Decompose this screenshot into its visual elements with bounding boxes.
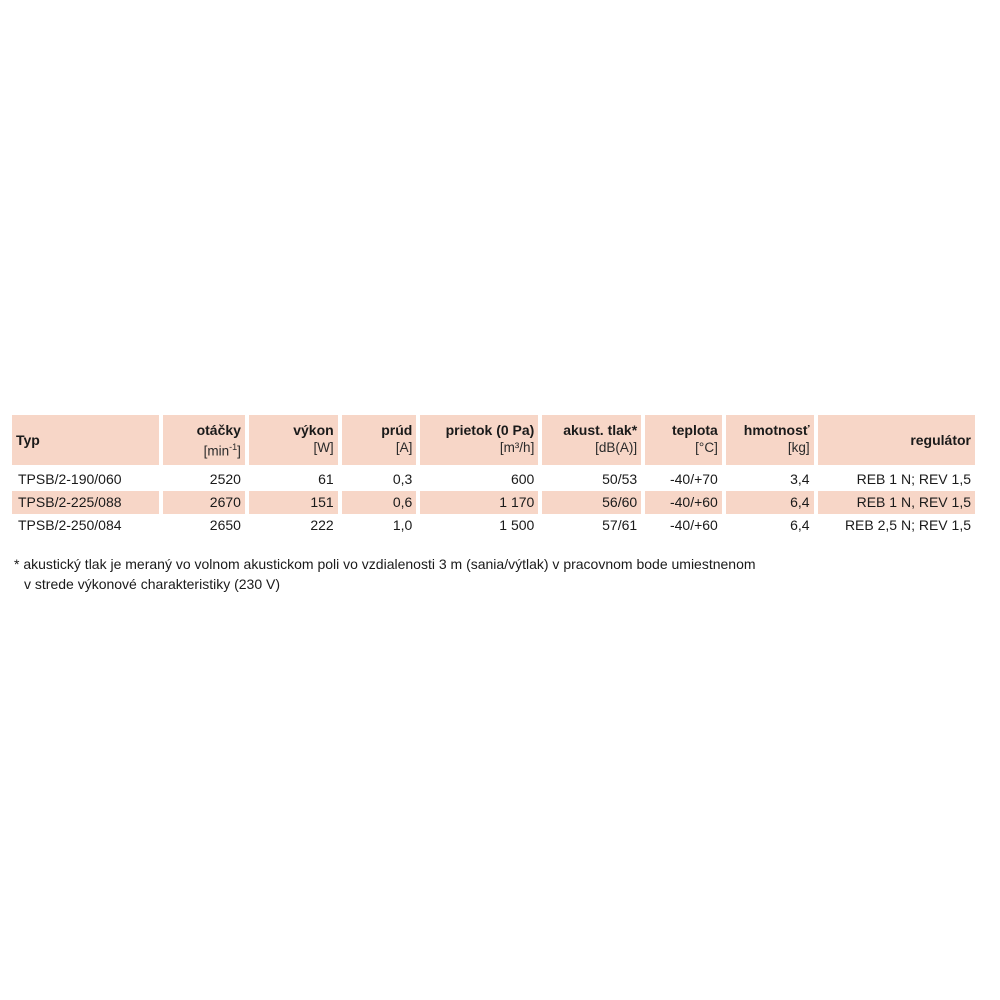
table-row [12, 514, 975, 537]
table-row [12, 465, 975, 491]
cell-akust-tlak: 50/53 [602, 470, 638, 487]
cell-otacky: 2520 [209, 470, 241, 487]
cell-hmotnost: 3,4 [790, 470, 810, 487]
header-label: teplota [671, 422, 718, 438]
cell-vykon: 61 [318, 470, 334, 487]
header-unit: [W] [313, 440, 334, 455]
table-row [12, 491, 975, 514]
cell-teplota: -40/+70 [669, 470, 718, 487]
header-prud [342, 415, 417, 465]
header-label: prúd [381, 422, 413, 438]
footnote-line: * akustický tlak je meraný vo volnom akustickom poli vo vzdialenosti 3 m (sania/výtlak) v pracovnom bode umiestnenom [14, 556, 756, 572]
cell-prietok: 1 170 [420, 491, 538, 514]
cell-teplota: -40/+60 [645, 491, 722, 514]
cell-regulator: REB 1 N, REV 1,5 [818, 491, 975, 514]
header-label: Typ [16, 432, 40, 449]
header-unit: $[\min^{-1}]$ [203, 442, 241, 459]
header-akust-tlak [542, 415, 641, 465]
header-label: prietok (0 Pa) [445, 422, 535, 438]
header-unit: [m³/h] [499, 440, 535, 455]
header-unit: [dB(A)] [595, 440, 638, 455]
header-regulator [818, 415, 975, 465]
footnote-line: v strede výkonové charakteristiky (230 V) [24, 576, 280, 592]
cell-typ: TPSB/2-250/084 [18, 516, 122, 533]
cell-regulator: REB 1 N; REV 1,5 [856, 470, 971, 487]
cell-hmotnost: 6,4 [726, 491, 814, 514]
cell-prud: 0,6 [342, 491, 417, 514]
cell-otacky: 2650 [209, 516, 241, 533]
header-unit: [A] [395, 440, 413, 455]
cell-akust-tlak: 57/61 [602, 516, 638, 533]
header-otacky [163, 415, 245, 465]
header-hmotnost [726, 415, 814, 465]
cell-vykon: 222 [310, 516, 334, 533]
cell-prud: 1,0 [392, 516, 413, 533]
header-label: regulátor [910, 432, 971, 449]
cell-typ: TPSB/2-190/060 [18, 470, 122, 487]
header-unit: [°C] [695, 440, 718, 455]
header-label: otáčky [196, 422, 241, 438]
cell-prietok: 600 [510, 470, 535, 487]
cell-typ: TPSB/2-225/088 [12, 491, 159, 514]
cell-teplota: -40/+60 [669, 516, 718, 533]
header-label: výkon [293, 422, 334, 438]
header-vykon [249, 415, 338, 465]
header-unit: [kg] [787, 440, 810, 455]
table-header-row [12, 415, 975, 465]
cell-vykon: 151 [249, 491, 338, 514]
cell-akust-tlak: 56/60 [542, 491, 641, 514]
cell-prud: 0,3 [392, 470, 413, 487]
footnote [14, 554, 914, 594]
cell-regulator: REB 2,5 N; REV 1,5 [844, 516, 971, 533]
header-teplota [645, 415, 722, 465]
header-label: akust. tlak* [563, 422, 638, 438]
header-label: hmotnosť [743, 422, 810, 438]
header-prietok [420, 415, 538, 465]
cell-prietok: 1 500 [499, 516, 535, 533]
cell-otacky: 2670 [163, 491, 245, 514]
spec-table [8, 415, 979, 537]
header-typ [12, 415, 159, 465]
cell-hmotnost: 6,4 [790, 516, 810, 533]
